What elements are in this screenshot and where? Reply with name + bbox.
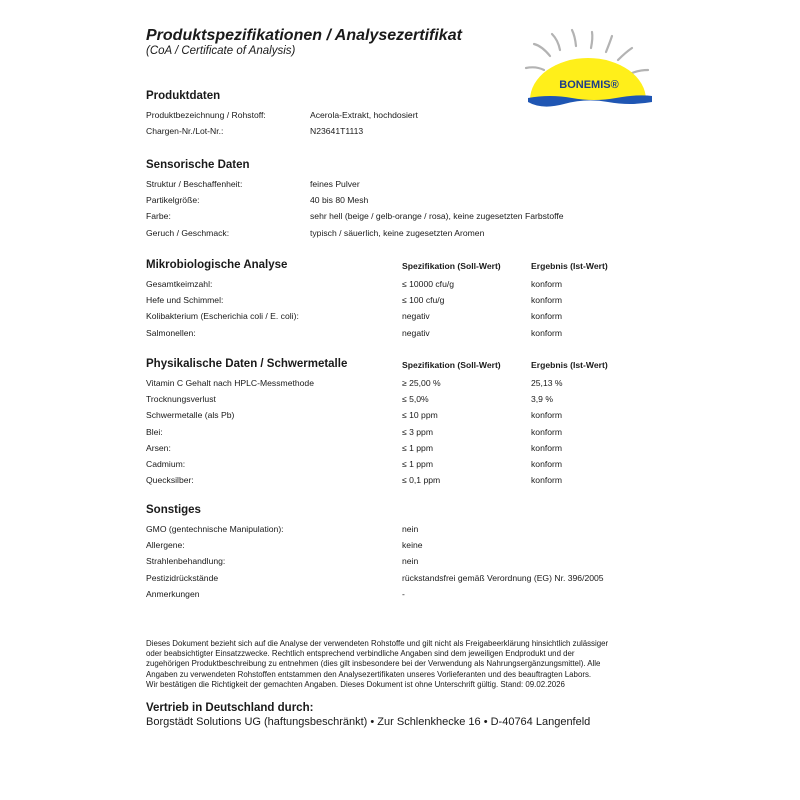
- row-result: 3,9 %: [531, 394, 553, 405]
- row-label: Cadmium:: [146, 458, 186, 469]
- row-label: Chargen-Nr./Lot-Nr.:: [146, 126, 224, 137]
- result-column-header: Ergebnis (Ist-Wert): [531, 261, 608, 271]
- table-row: [146, 473, 666, 489]
- row-result: konform: [531, 442, 563, 453]
- disclaimer-line: Dieses Dokument bezieht sich auf die Analyse der verwendeten Rohstoffe und gilt nicht als Freigabeerklärung hinsichtlich zulässiger: [146, 639, 609, 648]
- section-sensorik: [146, 159, 666, 242]
- row-spec: ≥ 25,00 %: [402, 378, 441, 388]
- table-row: [146, 376, 666, 392]
- row-spec: ≤ 0,1 ppm: [402, 475, 441, 486]
- table-row: [146, 209, 666, 225]
- disclaimer-line: Wir bestätigen die Richtigkeit der gemachten Angaben. Dieses Dokument ist ohne Unterschrift gültig. Stand: 09.02.2026: [146, 679, 565, 689]
- table-row: [146, 408, 666, 424]
- row-label: Strahlenbehandlung:: [146, 556, 226, 567]
- row-value: keine: [402, 540, 423, 551]
- disclaimer-line: zugehörigen Produktbeschreibung zu entnehmen (dies gilt insbesondere bei der Verwendung als Nahrungsergänzungsmittel). Alle: [146, 659, 601, 669]
- table-row: [146, 538, 666, 554]
- result-column-header: Ergebnis (Ist-Wert): [531, 360, 608, 370]
- row-result: konform: [531, 458, 563, 469]
- table-row: [146, 326, 666, 342]
- row-label: Salmonellen:: [146, 327, 196, 338]
- row-label: Allergene:: [146, 540, 185, 551]
- row-spec: ≤ 5,0%: [402, 394, 429, 405]
- table-row: [146, 571, 666, 587]
- section-title: Sensorische Daten: [146, 159, 250, 171]
- table-row: [146, 293, 666, 309]
- section-physikalisch: [146, 358, 666, 489]
- row-label: Gesamtkeimzahl:: [146, 279, 213, 289]
- row-result: konform: [531, 327, 563, 338]
- section-title: Produktdaten: [146, 90, 221, 102]
- section-produktdaten: [146, 90, 666, 140]
- section-title: Sonstiges: [146, 504, 201, 516]
- row-label: Arsen:: [146, 442, 171, 453]
- section-sonstiges: [146, 504, 666, 603]
- table-row: [146, 193, 666, 209]
- distributor-address: Borgstädt Solutions UG (haftungsbeschränkt) • Zur Schlenkhecke 16 • D-40764 Langenfeld: [146, 716, 591, 728]
- table-row: [146, 425, 666, 441]
- section-title: Mikrobiologische Analyse: [146, 259, 288, 271]
- logo-text: BONEMIS®: [559, 79, 619, 91]
- row-spec: ≤ 10 ppm: [402, 410, 438, 421]
- row-spec: ≤ 3 ppm: [402, 426, 433, 437]
- row-result: konform: [531, 311, 563, 322]
- row-value: typisch / säuerlich, keine zugesetzten Aromen: [310, 227, 485, 238]
- row-label: Pestizidrückstände: [146, 572, 219, 583]
- document-title: Produktspezifikationen / Analysezertifikat: [146, 27, 462, 44]
- spec-column-header: Spezifikation (Soll-Wert): [402, 261, 501, 271]
- table-row: [146, 554, 666, 570]
- row-result: 25,13 %: [531, 378, 563, 388]
- row-value: sehr hell (beige / gelb-orange / rosa), keine zugesetzten Farbstoffe: [310, 211, 564, 222]
- section-title: Physikalische Daten / Schwermetalle: [146, 358, 348, 370]
- row-spec: negativ: [402, 327, 430, 338]
- row-result: konform: [531, 426, 563, 437]
- row-label: Anmerkungen: [146, 588, 200, 599]
- row-label: Partikelgröße:: [146, 195, 200, 206]
- disclaimer: [146, 639, 666, 690]
- disclaimer-line: oder beabsichtigter Einsatzzwecke. Rechtlich entsprechend verbindliche Angaben sind dem jeweiligen Endprodukt und der: [146, 649, 575, 659]
- row-label: Schwermetalle (als Pb): [146, 410, 235, 421]
- row-spec: ≤ 10000 cfu/g: [402, 279, 455, 289]
- row-label: Struktur / Beschaffenheit:: [146, 179, 243, 189]
- row-spec: ≤ 100 cfu/g: [402, 295, 445, 306]
- table-row: [146, 226, 666, 242]
- row-value: feines Pulver: [310, 179, 360, 189]
- row-value: nein: [402, 524, 419, 534]
- table-row: [146, 587, 666, 603]
- table-row: [146, 124, 666, 140]
- row-value: rückstandsfrei gemäß Verordnung (EG) Nr. 396/2005: [402, 572, 604, 583]
- table-row: [146, 108, 666, 124]
- document-subtitle: (CoA / Certificate of Analysis): [146, 45, 296, 57]
- row-value: Acerola-Extrakt, hochdosiert: [310, 110, 418, 120]
- distributor-heading: Vertrieb in Deutschland durch:: [146, 702, 314, 714]
- row-value: -: [402, 588, 405, 599]
- row-result: konform: [531, 475, 563, 486]
- row-label: Trocknungsverlust: [146, 394, 216, 405]
- table-row: [146, 457, 666, 473]
- row-value: N23641T1113: [310, 126, 364, 137]
- row-label: Quecksilber:: [146, 475, 194, 486]
- row-label: Geruch / Geschmack:: [146, 227, 230, 238]
- section-mikrobiologie: [146, 259, 666, 342]
- disclaimer-line: Angaben zu verwendeten Rohstoffen entstammen den Analysezertifikaten unseres Vorlieferanten und des beauftragten Labors.: [146, 669, 592, 679]
- table-row: [146, 392, 666, 408]
- row-spec: ≤ 1 ppm: [402, 442, 433, 453]
- row-label: Kolibakterium (Escherichia coli / E. coli):: [146, 311, 299, 322]
- table-row: [146, 277, 666, 293]
- table-row: [146, 522, 666, 538]
- row-value: 40 bis 80 Mesh: [310, 195, 369, 206]
- row-label: GMO (gentechnische Manipulation):: [146, 524, 284, 534]
- table-row: [146, 309, 666, 325]
- row-result: konform: [531, 410, 563, 421]
- table-row: [146, 441, 666, 457]
- row-result: konform: [531, 295, 563, 306]
- row-label: Hefe und Schimmel:: [146, 295, 224, 306]
- table-row: [146, 177, 666, 193]
- row-label: Farbe:: [146, 211, 171, 222]
- row-spec: ≤ 1 ppm: [402, 458, 433, 469]
- row-label: Blei:: [146, 426, 163, 437]
- row-spec: negativ: [402, 311, 430, 322]
- row-label: Produktbezeichnung / Rohstoff:: [146, 110, 266, 120]
- spec-column-header: Spezifikation (Soll-Wert): [402, 360, 501, 370]
- row-value: nein: [402, 556, 419, 567]
- row-result: konform: [531, 279, 563, 289]
- row-label: Vitamin C Gehalt nach HPLC-Messmethode: [146, 378, 314, 388]
